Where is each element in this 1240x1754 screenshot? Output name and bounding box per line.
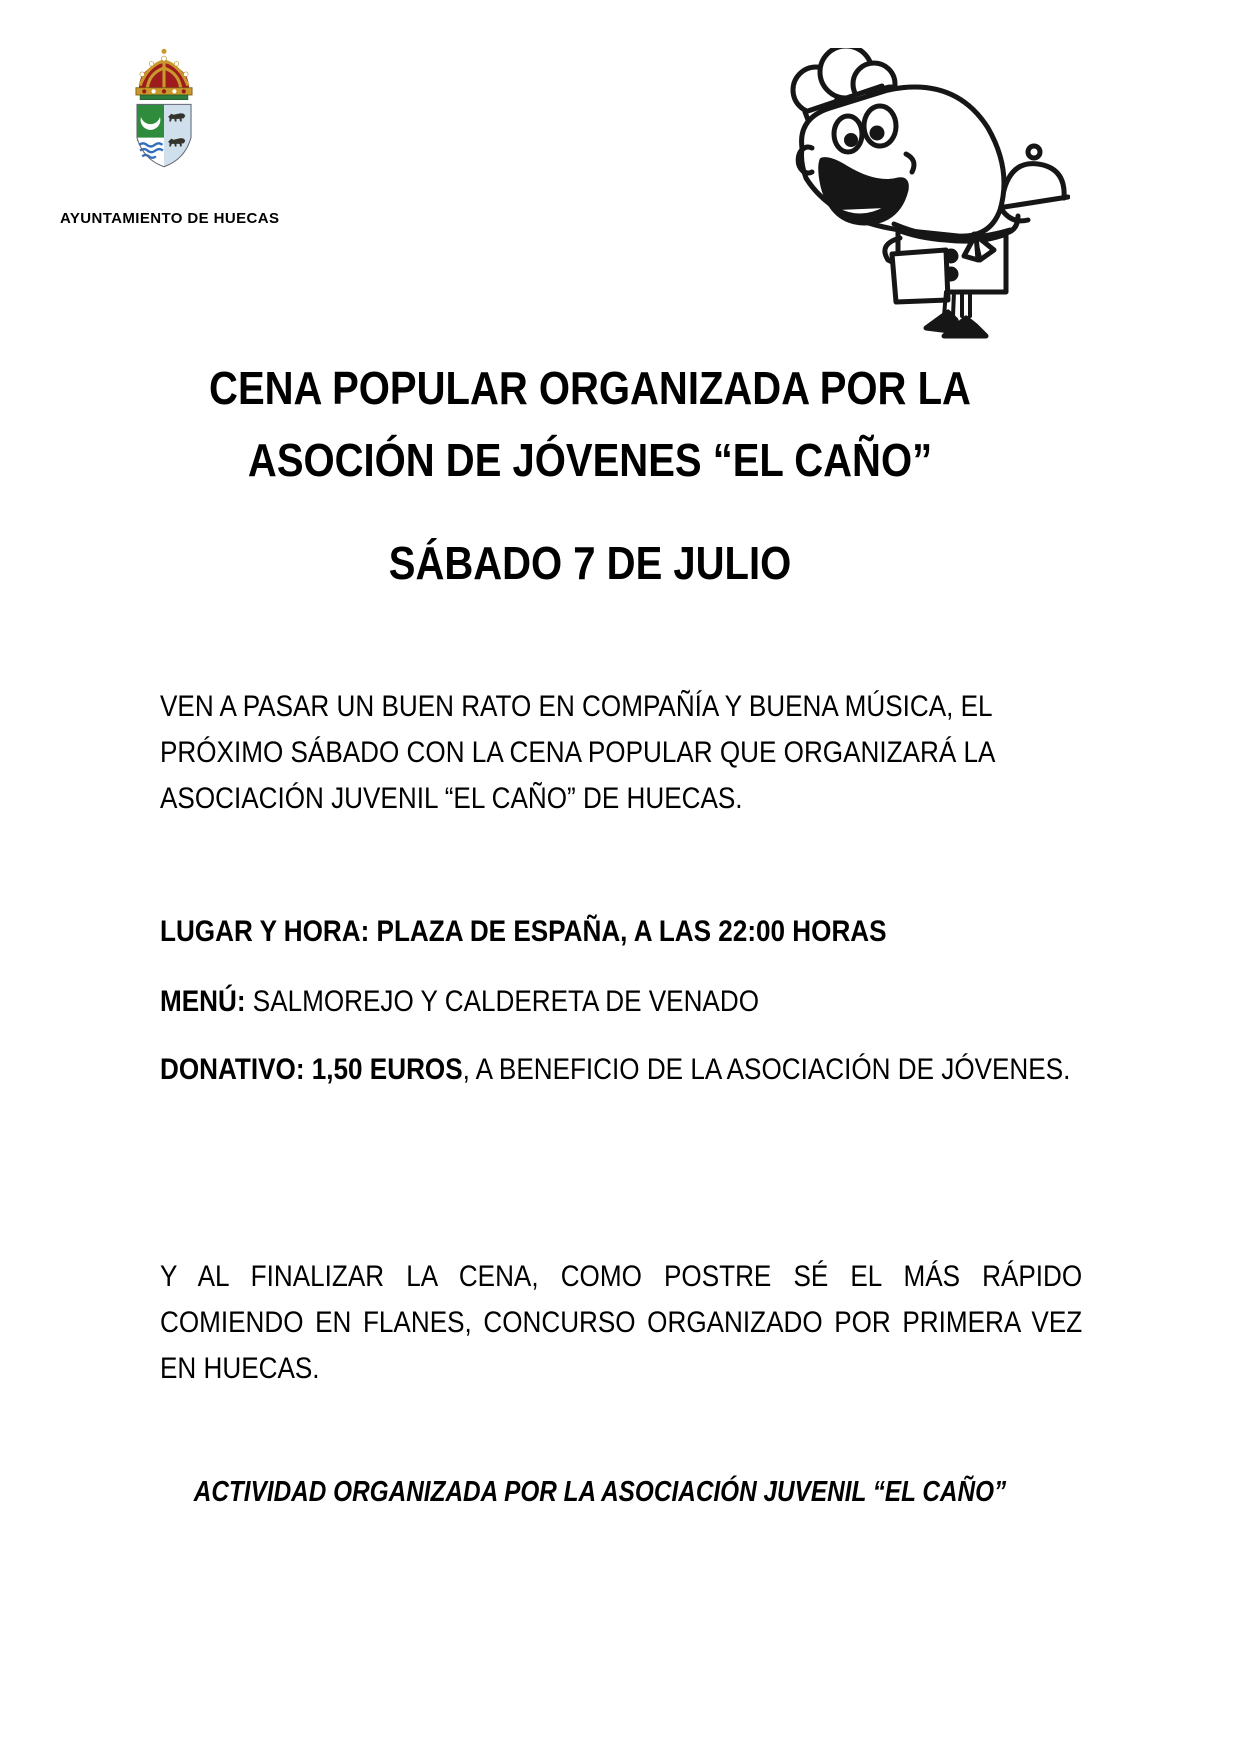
detail-donation-rest: , A BENEFICIO DE LA ASOCIACIÓN DE JÓVENES. [462,1053,1071,1086]
chef-illustration-icon [750,48,1070,348]
chef-face [798,87,1004,236]
detail-menu-bold: MENÚ: [160,985,246,1018]
detail-menu-rest: SALMOREJO Y CALDERETA DE VENADO [245,985,759,1018]
detail-donation [160,1047,1082,1093]
shield [137,104,191,166]
detail-place-time-bold: LUGAR Y HORA: PLAZA DE ESPAÑA, A LAS 22:00 HORAS [160,915,887,948]
title-line-2: ASOCIÓN DE JÓVENES “EL CAÑO” [247,434,933,486]
chef-body [885,224,1010,336]
closing-paragraph: Y AL FINALIZAR LA CENA, COMO POSTRE SÉ EL MÁS RÁPIDO COMIENDO EN FLANES, CONCURSO ORGANIZADO POR PRIMERA VEZ EN HUECAS. [160,1260,1083,1385]
coat-of-arms-icon [112,46,216,170]
detail-donation-bold: DONATIVO: 1,50 EUROS [160,1053,463,1086]
org-name-label: AYUNTAMIENTO DE HUECAS [60,210,280,227]
title-date-line: SÁBADO 7 DE JULIO [388,537,792,589]
detail-place-time [160,909,1082,955]
footer-note: ACTIVIDAD ORGANIZADA POR LA ASOCIACIÓN JUVENIL “EL CAÑO” [193,1476,1007,1508]
platter-icon [998,146,1068,221]
crown [136,49,192,100]
detail-menu [160,979,1082,1025]
title-line-1: CENA POPULAR ORGANIZADA POR LA [209,362,971,414]
intro-paragraph: VEN A PASAR UN BUEN RATO EN COMPAÑÍA Y BUENA MÚSICA, EL PRÓXIMO SÁBADO CON LA CENA POPULAR QUE ORGANIZARÁ LA ASOCIACIÓN JUVENIL “EL CAÑO” DE HUECAS. [160,690,994,815]
